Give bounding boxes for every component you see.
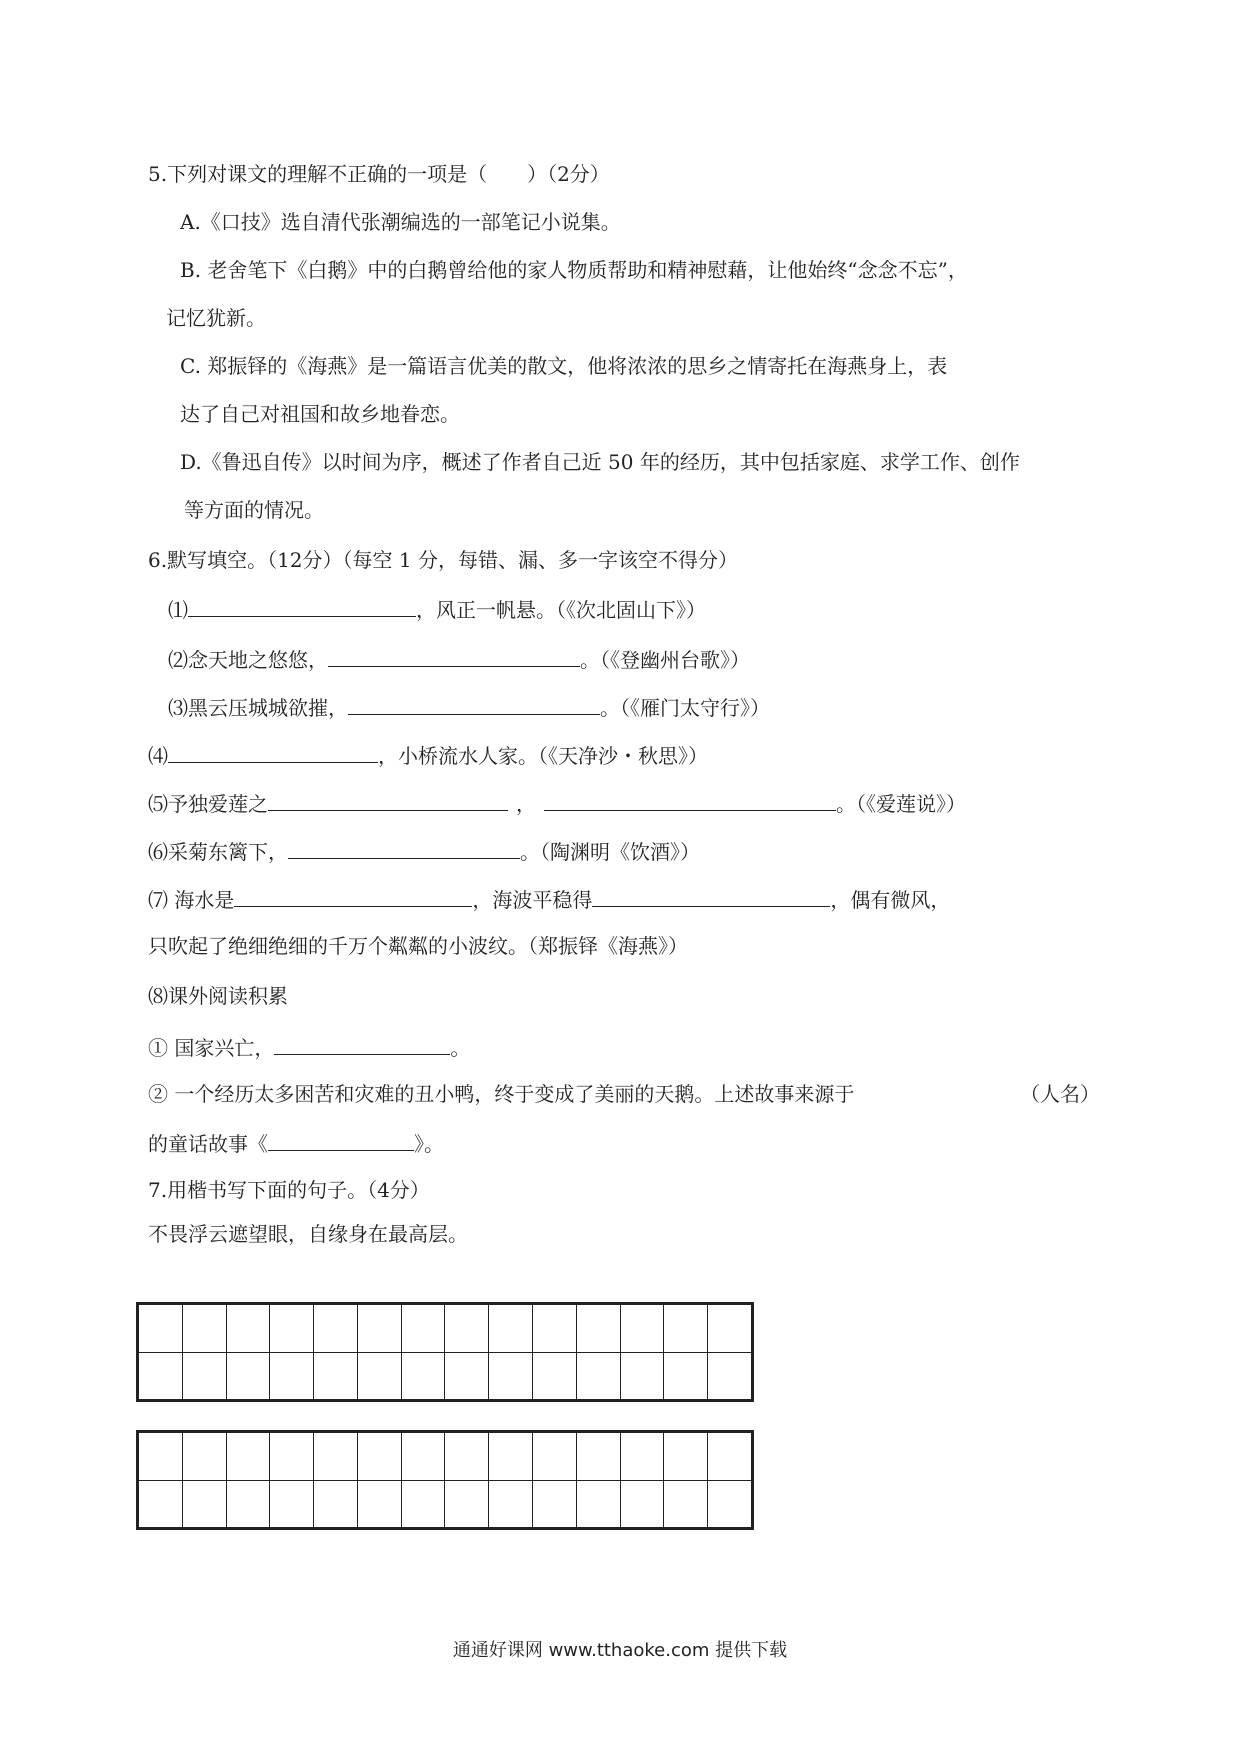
q5-option-c-line2: 达了自己对祖国和故乡地眷恋。: [180, 402, 460, 426]
grid-cell[interactable]: [576, 1480, 620, 1528]
grid-cell[interactable]: [489, 1305, 533, 1353]
answer-blank[interactable]: [328, 644, 580, 667]
grid-cell[interactable]: [357, 1480, 401, 1528]
grid-cell[interactable]: [576, 1352, 620, 1400]
q6-item-5-mid: ，: [516, 792, 536, 816]
grid-cell[interactable]: [139, 1305, 183, 1353]
grid-cell[interactable]: [445, 1305, 489, 1353]
answer-blank[interactable]: [288, 836, 520, 859]
grid-cell[interactable]: [182, 1480, 226, 1528]
grid-cell[interactable]: [357, 1305, 401, 1353]
q5-option-d-line2: 等方面的情况。: [184, 498, 324, 522]
q6-item-8: ⑻课外阅读积累: [148, 984, 288, 1008]
q6-item-2-text: ⑵念天地之悠悠，: [168, 648, 328, 672]
writing-grid-2: [136, 1430, 754, 1530]
q7-stem: 7.用楷书写下面的句子。（4分）: [148, 1178, 430, 1202]
grid-cell[interactable]: [533, 1480, 577, 1528]
q5-option-a: A.《口技》选自清代张潮编选的一部笔记小说集。: [180, 210, 621, 234]
q6-item-6: [148, 836, 700, 866]
grid-cell[interactable]: [401, 1480, 445, 1528]
answer-blank[interactable]: [348, 692, 600, 715]
grid-cell[interactable]: [270, 1352, 314, 1400]
q6-item-2-tail: 。（《登幽州台歌》）: [580, 648, 750, 672]
grid-cell[interactable]: [314, 1433, 358, 1481]
grid-cell[interactable]: [664, 1480, 708, 1528]
q6-item-7-text: ⑺ 海水是: [148, 888, 235, 912]
grid-cell[interactable]: [270, 1433, 314, 1481]
grid-cell[interactable]: [533, 1305, 577, 1353]
answer-blank[interactable]: [544, 788, 836, 811]
grid-cell[interactable]: [139, 1480, 183, 1528]
grid-cell[interactable]: [489, 1480, 533, 1528]
q6-item-6-text: ⑹采菊东篱下，: [148, 840, 288, 864]
answer-blank[interactable]: [234, 884, 472, 907]
grid-cell[interactable]: [401, 1305, 445, 1353]
q6-item-5-tail: 。（《爱莲说》）: [836, 792, 966, 816]
q6-item-4-tail: ，小桥流水人家。（《天净沙・秋思》）: [378, 744, 708, 768]
grid-cell[interactable]: [576, 1305, 620, 1353]
q6-item-8a: [148, 1032, 470, 1062]
q6-item-2: [168, 644, 750, 674]
grid-cell[interactable]: [445, 1480, 489, 1528]
q6-item-3: [168, 692, 770, 722]
q6-item-6-tail: 。（陶渊明《饮酒》）: [520, 840, 700, 864]
q6-item-7-tail: ，偶有微风，: [830, 888, 951, 912]
q6-item-8b-line2-text: 的童话故事《: [148, 1132, 268, 1156]
grid-cell[interactable]: [445, 1433, 489, 1481]
q6-item-4: [148, 740, 708, 770]
grid-cell[interactable]: [708, 1305, 752, 1353]
grid-cell[interactable]: [576, 1433, 620, 1481]
page-footer: 通通好课网 www.tthaoke.com 提供下载: [452, 1640, 788, 1661]
q6-item-8b: ② 一个经历太多困苦和灾难的丑小鸭，终于变成了美丽的天鹅。上述故事来源于: [148, 1082, 855, 1106]
q6-item-3-tail: 。（《雁门太守行》）: [600, 696, 770, 720]
q6-item-8a-tail: 。: [450, 1036, 471, 1060]
grid-cell[interactable]: [139, 1352, 183, 1400]
q5-option-b-line2: 记忆犹新。: [166, 306, 266, 330]
answer-blank[interactable]: [592, 884, 830, 907]
grid-cell[interactable]: [489, 1433, 533, 1481]
answer-blank[interactable]: [274, 1032, 450, 1055]
grid-cell[interactable]: [270, 1305, 314, 1353]
q6-item-8b-tail: 》。: [414, 1132, 444, 1156]
grid-cell[interactable]: [664, 1352, 708, 1400]
grid-cell[interactable]: [270, 1480, 314, 1528]
grid-cell[interactable]: [182, 1433, 226, 1481]
q6-item-8b-right: （人名）: [1020, 1082, 1100, 1106]
grid-cell[interactable]: [445, 1352, 489, 1400]
grid-cell[interactable]: [664, 1433, 708, 1481]
writing-grid-1: [136, 1302, 754, 1402]
grid-cell[interactable]: [357, 1352, 401, 1400]
answer-blank[interactable]: [168, 740, 378, 763]
q6-item-4-number: ⑷: [148, 744, 168, 768]
grid-cell[interactable]: [708, 1480, 752, 1528]
grid-cell[interactable]: [401, 1433, 445, 1481]
q6-item-7: [148, 884, 950, 914]
q5-option-c-line1: C. 郑振铎的《海燕》是一篇语言优美的散文，他将浓浓的思乡之情寄托在海燕身上，表: [180, 354, 948, 378]
q7-sentence: 不畏浮云遮望眼，自缘身在最高层。: [148, 1222, 468, 1246]
answer-blank[interactable]: [268, 788, 508, 811]
grid-cell[interactable]: [401, 1352, 445, 1400]
q6-stem: 6.默写填空。（12分）（每空 1 分，每错、漏、多一字该空不得分）: [148, 548, 738, 572]
q6-item-5-text: ⑸予独爱莲之: [148, 792, 268, 816]
grid-cell[interactable]: [314, 1352, 358, 1400]
grid-cell[interactable]: [314, 1305, 358, 1353]
q6-item-8b-line2: [148, 1128, 444, 1158]
grid-cell[interactable]: [620, 1352, 664, 1400]
grid-cell[interactable]: [226, 1352, 270, 1400]
grid-cell[interactable]: [226, 1480, 270, 1528]
grid-cell[interactable]: [533, 1352, 577, 1400]
q5-option-b-line1: B. 老舍笔下《白鹅》中的白鹅曾给他的家人物质帮助和精神慰藉，让他始终“念念不忘”，: [180, 258, 968, 282]
grid-cell[interactable]: [708, 1433, 752, 1481]
grid-cell[interactable]: [620, 1480, 664, 1528]
grid-cell[interactable]: [620, 1305, 664, 1353]
q6-item-1-number: ⑴: [168, 598, 188, 622]
grid-cell[interactable]: [314, 1480, 358, 1528]
grid-cell[interactable]: [708, 1352, 752, 1400]
q6-item-5: [148, 788, 966, 818]
grid-cell[interactable]: [226, 1305, 270, 1353]
grid-cell[interactable]: [357, 1433, 401, 1481]
q6-item-1: [168, 594, 706, 624]
q6-item-3-text: ⑶黑云压城城欲摧，: [168, 696, 348, 720]
q6-item-7-mid: ，海波平稳得: [472, 888, 593, 912]
q6-item-1-text: ，风正一帆悬。（《次北固山下》）: [416, 598, 706, 622]
grid-cell[interactable]: [620, 1433, 664, 1481]
grid-cell[interactable]: [664, 1305, 708, 1353]
grid-cell[interactable]: [182, 1352, 226, 1400]
grid-cell[interactable]: [226, 1433, 270, 1481]
grid-cell[interactable]: [139, 1433, 183, 1481]
grid-cell[interactable]: [533, 1433, 577, 1481]
q5-option-d-line1: D.《鲁迅自传》以时间为序，概述了作者自己近 50 年的经历，其中包括家庭、求学工作、创作: [180, 450, 1020, 474]
q6-item-7-line2: 只吹起了绝细绝细的千万个粼粼的小波纹。（郑振铎《海燕》）: [148, 934, 688, 958]
answer-blank[interactable]: [188, 594, 416, 617]
grid-cell[interactable]: [489, 1352, 533, 1400]
grid-cell[interactable]: [182, 1305, 226, 1353]
q5-stem: 5.下列对课文的理解不正确的一项是（ ）（2分）: [148, 162, 610, 186]
q6-item-8a-text: ① 国家兴亡，: [148, 1036, 275, 1060]
answer-blank[interactable]: [268, 1128, 414, 1151]
